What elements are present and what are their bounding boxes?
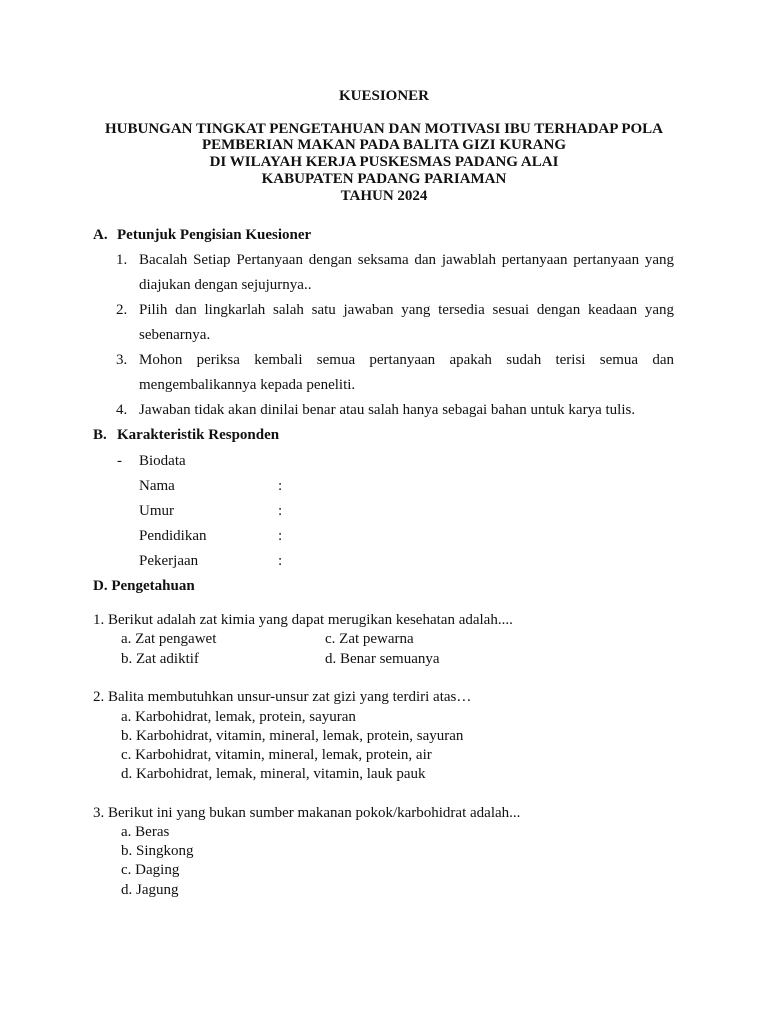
field-label-umur: Umur: [139, 503, 174, 519]
question-1-option-d: d. Benar semuanya: [325, 651, 440, 667]
document-title: KUESIONER: [338, 88, 430, 104]
field-colon-pekerjaan: :: [278, 553, 283, 569]
instruction-2-number: 2.: [116, 302, 128, 318]
heading-line-2: PEMBERIAN MAKAN PADA BALITA GIZI KURANG: [201, 137, 567, 153]
instruction-1-line-2: diajukan dengan sejujurnya..: [139, 277, 312, 293]
section-a-marker: A.: [93, 227, 108, 243]
instruction-2-line-2: sebenarnya.: [139, 327, 211, 343]
question-2-option-d: d. Karbohidrat, lemak, mineral, vitamin, lauk pauk: [121, 766, 426, 782]
field-colon-nama: :: [278, 478, 283, 494]
field-label-nama: Nama: [139, 478, 175, 494]
heading-line-5: TAHUN 2024: [340, 188, 428, 204]
heading-line-4: KABUPATEN PADANG PARIAMAN: [261, 171, 507, 187]
question-1-option-c: c. Zat pewarna: [325, 631, 414, 647]
question-2: 2. Balita membutuhkan unsur-unsur zat gizi yang terdiri atas…: [93, 689, 472, 705]
instruction-4-number: 4.: [116, 402, 128, 418]
question-2-option-c: c. Karbohidrat, vitamin, mineral, lemak, protein, air: [121, 747, 432, 763]
biodata-bullet: -: [117, 453, 122, 469]
section-a-title: Petunjuk Pengisian Kuesioner: [117, 227, 312, 243]
field-colon-umur: :: [278, 503, 283, 519]
question-2-option-b: b. Karbohidrat, vitamin, mineral, lemak, protein, sayuran: [121, 728, 464, 744]
instruction-3-line-1: Mohon periksa kembali semua pertanyaan apakah sudah terisi semua dan: [139, 352, 674, 368]
question-3-option-d: d. Jagung: [121, 882, 179, 898]
question-3-option-c: c. Daging: [121, 862, 180, 878]
biodata-label: Biodata: [139, 453, 186, 469]
heading-line-3: DI WILAYAH KERJA PUSKESMAS PADANG ALAI: [209, 154, 559, 170]
question-3-option-a: a. Beras: [121, 824, 170, 840]
section-b-marker: B.: [93, 427, 107, 443]
section-d-title: D. Pengetahuan: [93, 578, 195, 594]
instruction-2-line-1: Pilih dan lingkarlah salah satu jawaban yang tersedia sesuai dengan keadaan yang: [139, 302, 674, 318]
instruction-1-number: 1.: [116, 252, 128, 268]
instruction-3-line-2: mengembalikannya kepada peneliti.: [139, 377, 356, 393]
question-1-option-a: a. Zat pengawet: [121, 631, 217, 647]
question-1-option-b: b. Zat adiktif: [121, 651, 199, 667]
question-2-option-a: a. Karbohidrat, lemak, protein, sayuran: [121, 709, 356, 725]
heading-line-1: HUBUNGAN TINGKAT PENGETAHUAN DAN MOTIVASI IBU TERHADAP POLA: [105, 121, 663, 137]
instruction-3-number: 3.: [116, 352, 128, 368]
field-label-pendidikan: Pendidikan: [139, 528, 207, 544]
field-label-pekerjaan: Pekerjaan: [139, 553, 199, 569]
question-3: 3. Berikut ini yang bukan sumber makanan pokok/karbohidrat adalah...: [93, 805, 521, 821]
question-1: 1. Berikut adalah zat kimia yang dapat merugikan kesehatan adalah....: [93, 612, 513, 628]
instruction-4-line-1: Jawaban tidak akan dinilai benar atau salah hanya sebagai bahan untuk karya tulis.: [139, 402, 636, 418]
field-colon-pendidikan: :: [278, 528, 283, 544]
section-b-title: Karakteristik Responden: [117, 427, 280, 443]
question-3-option-b: b. Singkong: [121, 843, 194, 859]
instruction-1-line-1: Bacalah Setiap Pertanyaan dengan seksama dan jawablah pertanyaan pertanyaan yang: [139, 252, 674, 268]
